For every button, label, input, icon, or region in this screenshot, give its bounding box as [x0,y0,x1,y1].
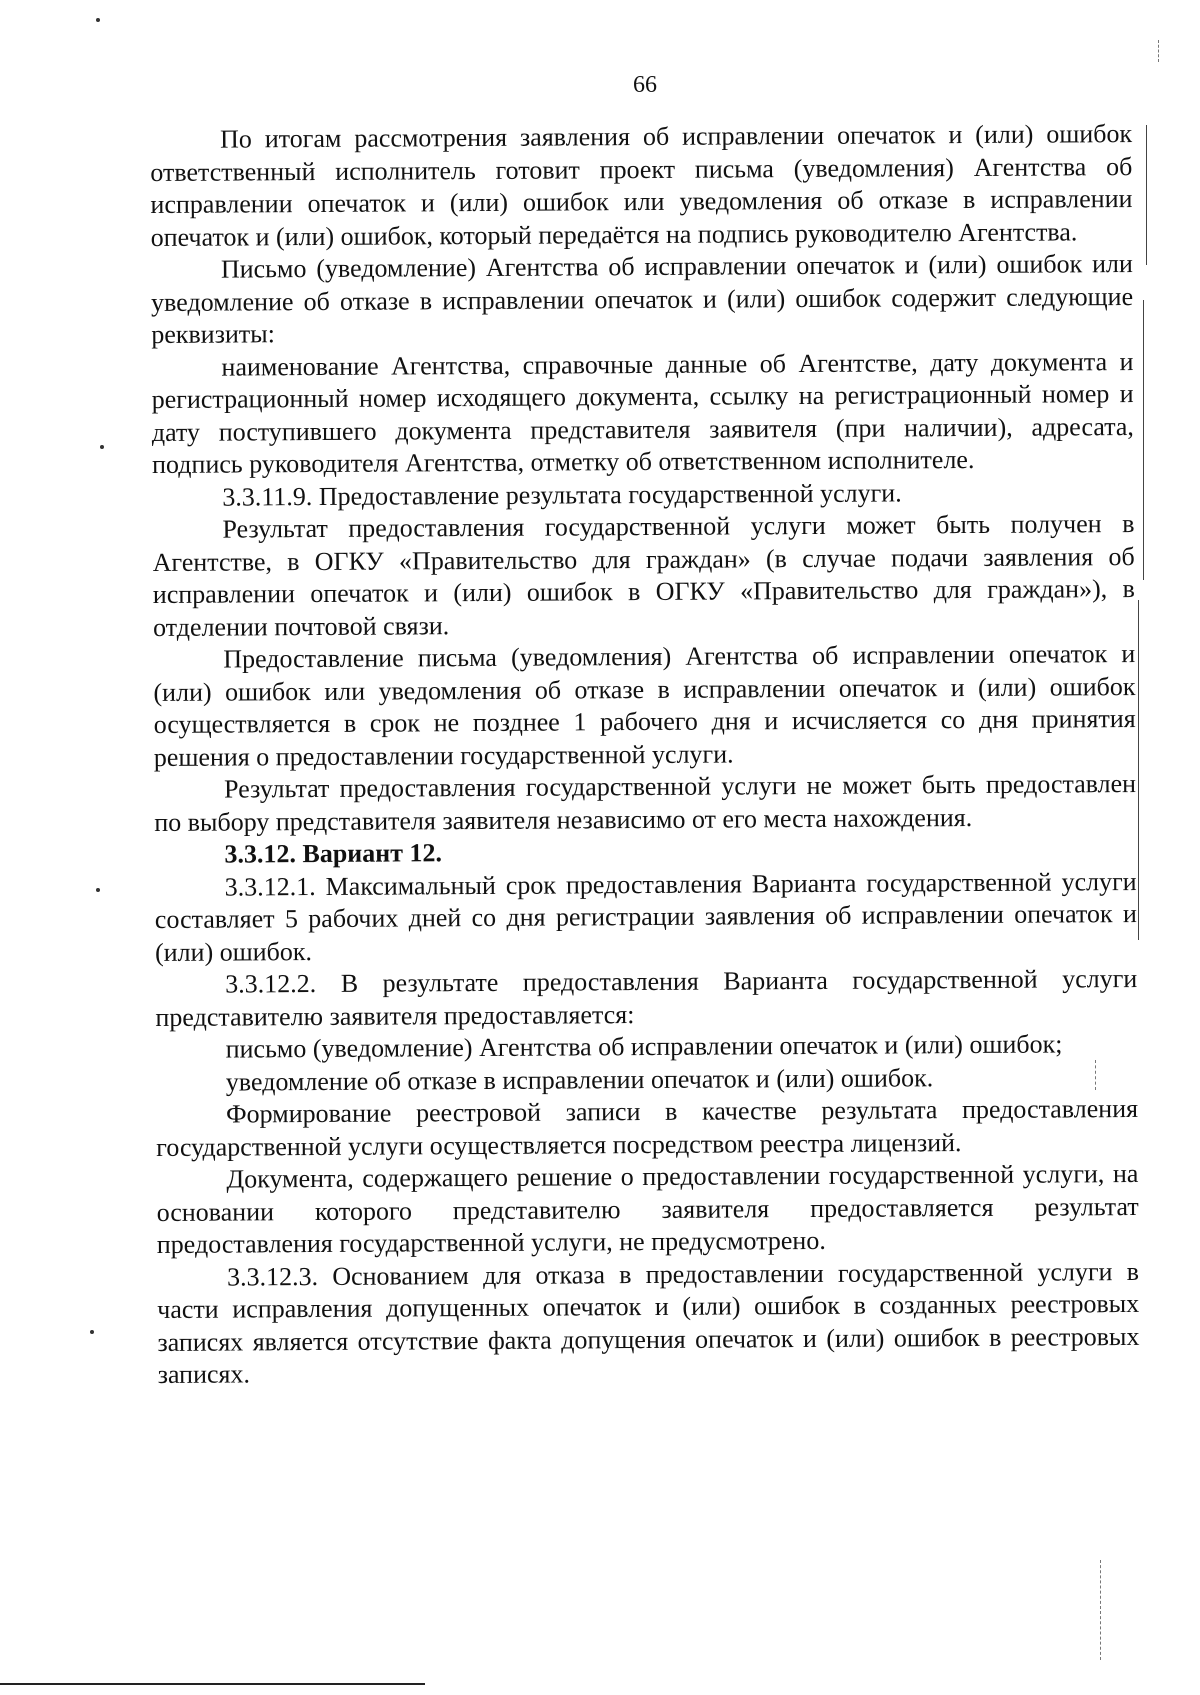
scan-edge-line [1146,125,1147,265]
body-text [150,118,1140,1391]
paragraph: 3.3.12.1. Максимальный срок предоставления Варианта государственной услуги составляет 5 рабочих дней со дня регистрации заявления об исправлении опечаток и (или) ошибок. [154,866,1137,967]
paragraph: Результат предоставления государственной услуги не может быть предоставлен по выбору представителя заявителя независимо от его места нахождения. [154,768,1137,837]
paragraph: По итогам рассмотрения заявления об исправлении опечаток и (или) ошибок ответственный исполнитель готовит проект письма (уведомления) Агентства об исправлении опечаток и (или) ошибок или уведомления об отказе в исправлении опечаток и (или) ошибок, который передаётся на подпись руководителю Агентства. [150,119,1133,252]
list-item: письмо (уведомление) Агентства об исправлении опечаток и (или) ошибок; [225,1029,1063,1064]
scan-edge-line [1138,600,1139,940]
page-number: 66 [633,72,657,98]
scan-speck [100,445,104,449]
paragraph: Письмо (уведомление) Агентства об исправлении опечаток и (или) ошибок или уведомление об отказе в исправлении опечаток и (или) ошибок содержит следующие реквизиты: [150,248,1134,349]
paragraph: 3.3.12.3. Основанием для отказа в предоставлении государственной услуги в части исправления допущенных опечаток и (или) ошибок в созданных реестровых записях является отсутствие факта допущения опечаток и (или) ошибок в реестровых записях. [157,1256,1140,1389]
paragraph: Результат предоставления государственной услуги может быть получен в Агентстве, в ОГКУ «Правительство для граждан» (в случае подачи заявления об исправлении опечаток и (или) ошибок в ОГКУ «Правительство для граждан»), в отделении почтовой связи. [152,508,1135,642]
scan-speck [96,888,100,892]
paragraph: Документа, содержащего решение о предоставлении государственной услуги, на основании которого представителю заявителя предоставляется результат предоставления государственной услуги, не предусмотрено. [156,1158,1139,1259]
paragraph: 3.3.12.2. В результате предоставления Варианта государственной услуги представителю заявителя предоставляется: [155,963,1138,1032]
scan-bottom-rule [0,1683,425,1685]
scan-speck [90,1330,94,1334]
scan-edge-line [1158,40,1160,62]
paragraph: Формирование реестровой записи в качестве результата предоставления государственной услуги осуществляется посредством реестра лицензий. [156,1093,1139,1162]
section-heading: 3.3.12. Вариант 12. [224,838,443,869]
scan-speck [96,18,100,22]
paragraph: 3.3.11.9. Предоставление результата государственной услуги. [222,477,902,512]
list-item: уведомление об отказе в исправлении опечаток и (или) ошибок. [225,1062,934,1097]
paragraph: Предоставление письма (уведомления) Агентства об исправлении опечаток и (или) ошибок или уведомления об отказе в исправлении опечаток и (или) ошибок осуществляется в срок не позднее 1 рабочего дня и исчисляется со дня принятия решения о предоставлении государственной услуги. [153,638,1136,772]
paragraph: наименование Агентства, справочные данные об Агентстве, дату документа и регистрационный номер исходящего документа, ссылку на регистрационный номер и дату поступившего документа представителя заявителя (при наличии), адресата, подпись руководителя Агентства, отметку об ответственном исполнителе. [151,346,1134,479]
scan-edge-line [1143,300,1144,580]
scan-edge-line [1100,1560,1102,1660]
